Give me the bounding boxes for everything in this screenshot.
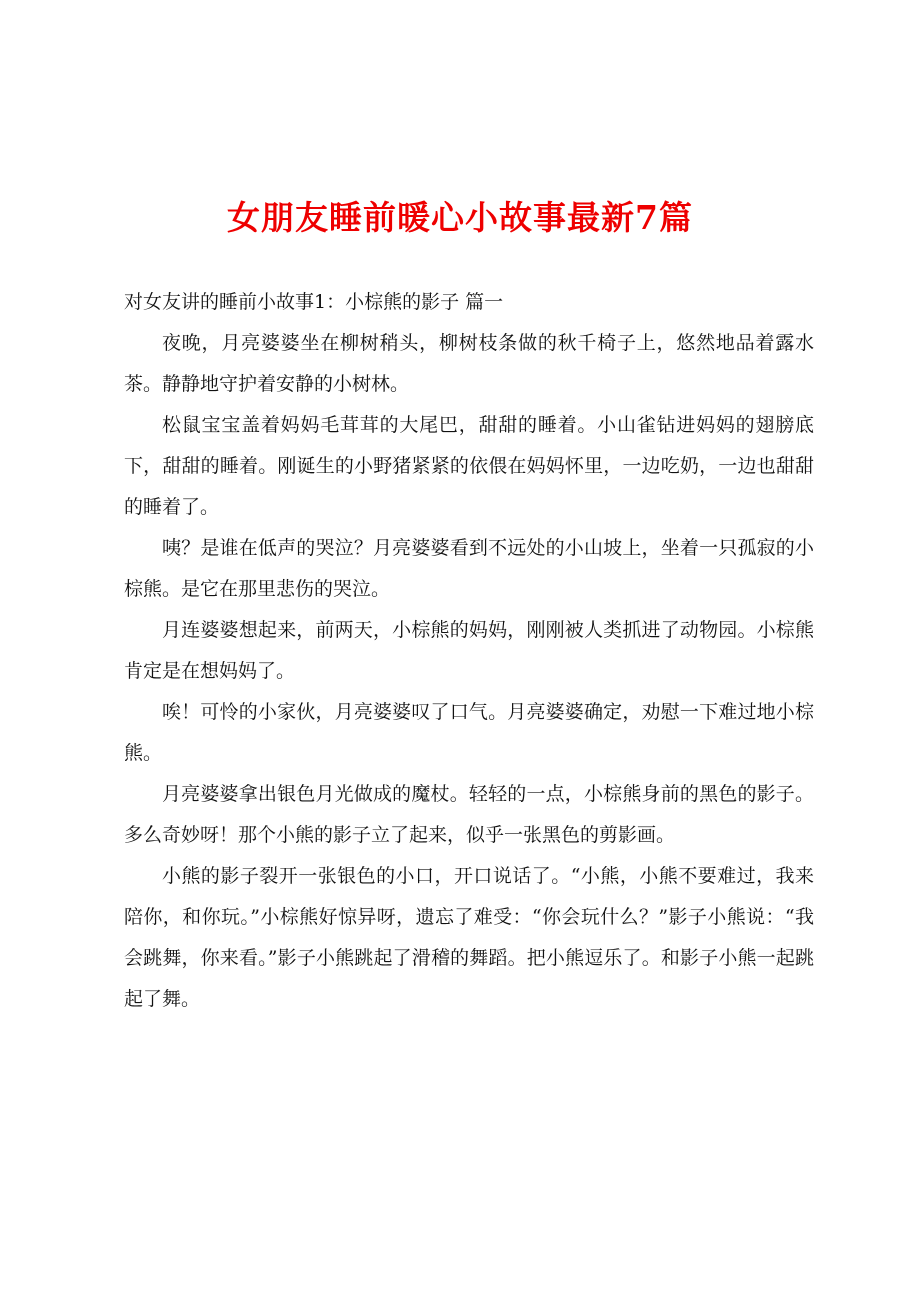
paragraph: 月亮婆婆拿出银色月光做成的魔杖。轻轻的一点，小棕熊身前的黑色的影子。多么奇妙呀！那个小熊的影子立了起来，似乎一张黑色的剪影画。 bbox=[124, 783, 814, 846]
paragraph: 咦？是谁在低声的哭泣？月亮婆婆看到不远处的小山坡上，坐着一只孤寂的小棕熊。是它在那里悲伤的哭泣。 bbox=[124, 537, 814, 600]
paragraph: 唉！可怜的小家伙，月亮婆婆叹了口气。月亮婆婆确定，劝慰一下难过地小棕熊。 bbox=[124, 701, 814, 764]
paragraph: 夜晚，月亮婆婆坐在柳树稍头，柳树枝条做的秋千椅子上，悠然地品着露水茶。静静地守护着安静的小树林。 bbox=[124, 332, 814, 395]
paragraph: 松鼠宝宝盖着妈妈毛茸茸的大尾巴，甜甜的睡着。小山雀钻进妈妈的翅膀底下，甜甜的睡着。刚诞生的小野猪紧紧的依偎在妈妈怀里，一边吃奶，一边也甜甜的睡着了。 bbox=[124, 414, 814, 518]
document-title: 女朋友睡前暖心小故事最新7篇 bbox=[227, 198, 693, 237]
paragraph: 月连婆婆想起来，前两天，小棕熊的妈妈，刚刚被人类抓进了动物园。小棕熊肯定是在想妈妈了。 bbox=[124, 619, 814, 682]
paragraph: 小熊的影子裂开一张银色的小口，开口说话了。“小熊，小熊不要难过，我来陪你，和你玩。”小棕熊好惊异呀，遗忘了难受：“你会玩什么？”影子小熊说：“我会跳舞，你来看。”影子小熊跳起了滑稽的舞蹈。把小熊逗乐了。和影子小熊一起跳起了舞。 bbox=[124, 865, 814, 1010]
document-body bbox=[124, 282, 814, 1020]
section-heading: 对女友讲的睡前小故事1：小棕熊的影子 篇一 bbox=[124, 291, 504, 313]
